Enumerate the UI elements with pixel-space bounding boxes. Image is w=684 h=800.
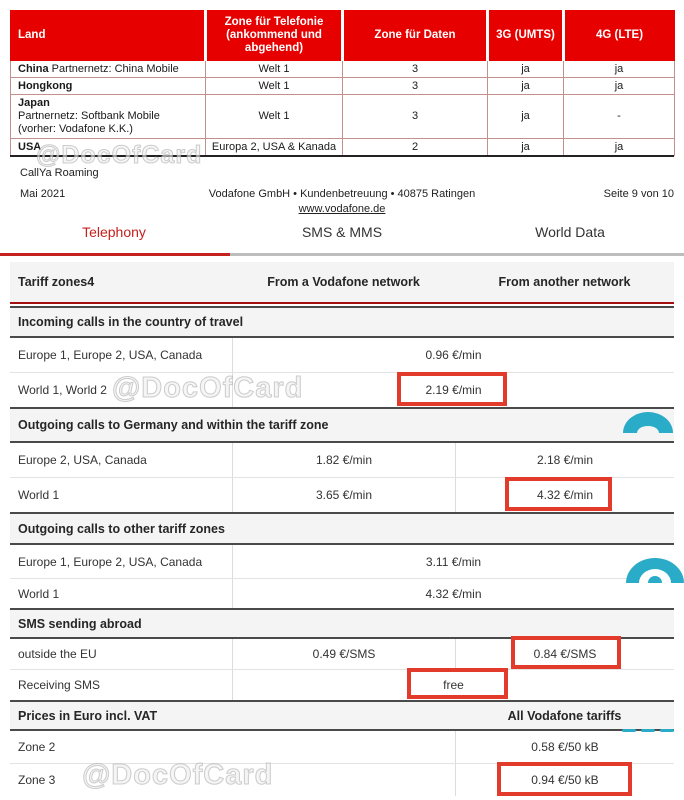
row-zone-2 [10, 731, 674, 763]
country-name-cell [11, 61, 206, 78]
row-value-other-highlighted: 4.32 €/min [455, 478, 674, 512]
product-name: CallYa Roaming [20, 167, 99, 179]
tab-sms-mms[interactable]: SMS & MMS [301, 224, 383, 240]
row-label: Europe 1, Europe 2, USA, Canada [18, 554, 203, 569]
tab-bar [0, 224, 684, 240]
zone-daten-cell: 3 [343, 61, 488, 78]
zone-tel-cell: Europa 2, USA & Kanada [206, 139, 343, 156]
zone-tel-cell: Welt 1 [206, 61, 343, 78]
umts-cell: ja [488, 95, 564, 139]
umts-cell: ja [488, 61, 564, 78]
watermark-bottom: @DocOfCard [82, 759, 274, 791]
country-detail-2: (vorher: Vodafone K.K.) [18, 123, 133, 135]
country-name: USA [18, 140, 42, 153]
tab-telephony[interactable]: Telephony [82, 224, 146, 240]
country-detail: Partnernetz: Softbank Mobile [18, 110, 160, 122]
page-footer [0, 188, 684, 201]
row-value-vodafone: 3.65 €/min [232, 478, 455, 512]
row-label: Europe 1, Europe 2, USA, Canada [18, 348, 203, 362]
row-value-highlighted: free [232, 670, 674, 700]
tab-underline [0, 253, 684, 256]
row-value-highlighted: 2.19 €/min [232, 373, 674, 407]
section-incoming-calls [10, 306, 674, 338]
country-name: China [18, 62, 49, 75]
country-name-cell [11, 139, 206, 156]
section-title: Incoming calls in the country of travel [18, 315, 244, 329]
section-title-right: All Vodafone tariffs [507, 708, 622, 723]
country-detail: Partnernetz: China Mobile [48, 62, 179, 75]
col-header-zone-daten: Zone für Daten [343, 11, 488, 61]
section-title: Outgoing calls to other tariff zones [18, 521, 225, 536]
country-name-cell [11, 95, 206, 139]
col-header-zone-telefonie: Zone für Telefonie (ankommend und abgehend) [206, 11, 343, 61]
zone-tel-cell: Welt 1 [206, 78, 343, 95]
tariff-header-row [10, 262, 674, 304]
col-header-land: Land [11, 11, 206, 61]
row-value-highlighted: 0.94 €/50 kB [455, 764, 674, 796]
zone-daten-cell: 2 [343, 139, 488, 156]
country-name: Japan [18, 97, 50, 109]
footer-company: Vodafone GmbH • Kundenbetreuung • 40875 Ratingen [208, 188, 476, 200]
watermark-middle: @DocOfCard [112, 372, 304, 404]
row-incoming-europe [10, 338, 674, 372]
section-title: Prices in Euro incl. VAT [18, 708, 158, 723]
row-incoming-world [10, 372, 674, 407]
lte-cell: ja [564, 61, 675, 78]
roaming-country-table [10, 10, 675, 156]
country-table-header-row [11, 11, 675, 61]
table-row-hongkong [11, 78, 675, 95]
row-label: World 1 [18, 488, 60, 502]
section-prices-vat [10, 700, 674, 731]
table-row-japan [11, 95, 675, 139]
row-value: 3.11 €/min [232, 545, 674, 578]
row-outgoing-other-world [10, 578, 674, 608]
tariff-header-other-network: From another network [498, 275, 631, 289]
tariff-header-vodafone-network: From a Vodafone network [267, 275, 420, 289]
section-title: Outgoing calls to Germany and within the tariff zone [18, 418, 329, 432]
zone-daten-cell: 3 [343, 95, 488, 139]
row-label: World 1, World 2 [18, 383, 107, 397]
zone-tel-cell: Welt 1 [206, 95, 343, 139]
website-link[interactable]: www.vodafone.de [298, 203, 386, 215]
footer-website-row [0, 203, 684, 215]
footer-page-number: Seite 9 von 10 [603, 188, 674, 200]
umts-cell: ja [488, 78, 564, 95]
row-label: Europe 2, USA, Canada [18, 453, 147, 467]
row-value: 0.58 €/50 kB [455, 731, 674, 763]
row-label: outside the EU [18, 647, 97, 661]
row-value: 4.32 €/min [232, 579, 674, 608]
row-value-vodafone: 0.49 €/SMS [232, 639, 455, 669]
row-label: Zone 3 [18, 773, 56, 787]
table-row-china [11, 61, 675, 78]
footer-date: Mai 2021 [20, 188, 66, 200]
row-value-other-highlighted: 0.84 €/SMS [455, 639, 674, 669]
teal-dashes-icon [622, 729, 674, 732]
row-sms-outside-eu [10, 639, 674, 669]
lte-cell: - [564, 95, 675, 139]
lte-cell: ja [564, 78, 675, 95]
row-label: Zone 2 [18, 740, 56, 754]
umts-cell: ja [488, 139, 564, 156]
row-value-vodafone: 1.82 €/min [232, 443, 455, 477]
row-zone-3 [10, 763, 674, 796]
row-outgoing-de-world [10, 477, 674, 512]
row-receiving-sms [10, 669, 674, 700]
lte-cell: ja [564, 139, 675, 156]
col-header-3g: 3G (UMTS) [488, 11, 564, 61]
section-title: SMS sending abroad [18, 616, 142, 631]
country-name: Hongkong [18, 79, 73, 92]
table-row-usa [11, 139, 675, 156]
row-value: 0.96 €/min [232, 338, 674, 372]
tab-world-data[interactable]: World Data [535, 224, 605, 240]
section-outgoing-germany [10, 407, 674, 443]
country-name-cell [11, 78, 206, 95]
teal-ring-inner [648, 576, 662, 583]
row-value-other: 2.18 €/min [455, 443, 674, 477]
watermark-top: @DocOfCard [36, 141, 203, 169]
zone-daten-cell: 3 [343, 78, 488, 95]
tariff-header-zones: Tariff zones4 [18, 275, 95, 289]
row-label: Receiving SMS [18, 678, 101, 692]
teal-arc-notch [637, 426, 659, 433]
section-sms-abroad [10, 608, 674, 639]
row-label: World 1 [18, 586, 60, 601]
col-header-4g: 4G (LTE) [564, 11, 675, 61]
active-tab-indicator [0, 253, 230, 256]
section-outgoing-other [10, 512, 674, 545]
tariff-table [10, 262, 674, 796]
divider-line [10, 155, 674, 157]
row-outgoing-other-europe [10, 545, 674, 578]
row-outgoing-de-europe [10, 443, 674, 477]
